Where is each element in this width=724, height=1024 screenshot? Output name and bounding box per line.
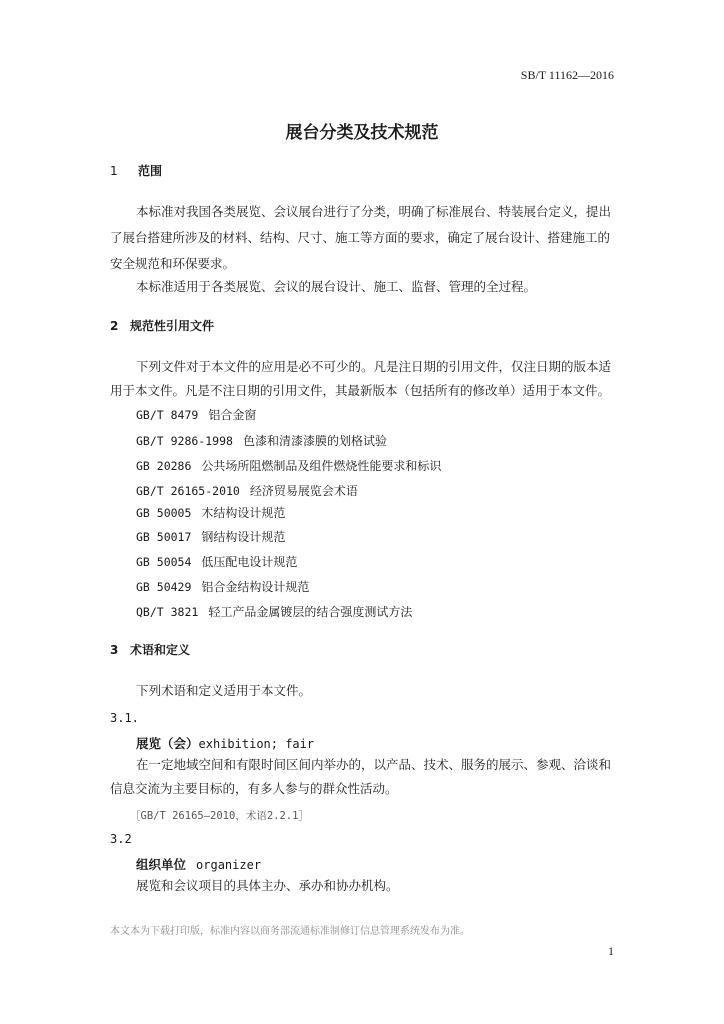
section-2-heading [110, 317, 214, 334]
section-number: 1 [110, 164, 118, 178]
reference-item: GB/T 26165-2010 经济贸易展览会术语 [136, 484, 358, 498]
reference-item: GB/T 8479 铝合金窗 [136, 408, 257, 422]
term-number: 3.1. [110, 711, 139, 725]
paragraph-line: 了展台搭建所涉及的材料、结构、尺寸、施工等方面的要求，确定了展台设计、搭建施工的 [110, 230, 611, 245]
reference-item: GB 50017 钢结构设计规范 [136, 530, 286, 544]
term-chinese: 展览（会） [136, 736, 199, 751]
reference-item: GB 50429 铝合金结构设计规范 [136, 580, 310, 594]
definition-line: 信息交流为主要目标的，有多人参与的群众性活动。 [110, 781, 398, 796]
footer-note: 本文本为下载打印版，标准内容以商务部流通标准制修订信息管理系统发布为准。 [110, 926, 470, 937]
standard-code: SB/T 11162—2016 [520, 68, 614, 82]
page-number: 1 [608, 944, 614, 958]
section-title: 范围 [138, 164, 163, 178]
page-title: 展台分类及技术规范 [285, 123, 439, 143]
term-english: organizer [196, 858, 262, 872]
paragraph-line: 下列术语和定义适用于本文件。 [136, 683, 312, 698]
reference-item: QB/T 3821 轻工产品金属镀层的结合强度测试方法 [136, 605, 413, 619]
term-chinese: 组织单位 [136, 857, 187, 872]
section-number: 3 [110, 643, 119, 657]
term-source: ［GB/T 26165—2010，术语2.2.1］ [130, 810, 309, 822]
term-heading [136, 855, 261, 873]
section-number: 2 [110, 319, 119, 333]
paragraph-line: 本标准对我国各类展览、会议展台进行了分类，明确了标准展台、特装展台定义，提出 [136, 204, 612, 219]
definition-line: 在一定地域空间和有限时间区间内举办的，以产品、技术、服务的展示、参观、洽谈和 [136, 757, 612, 772]
reference-item: GB 50054 低压配电设计规范 [136, 555, 298, 569]
reference-item: GB 50005 木结构设计规范 [136, 506, 286, 520]
term-english: exhibition; fair [198, 737, 315, 751]
definition-line: 展览和会议项目的具体主办、承办和协办机构。 [136, 878, 399, 893]
section-title: 术语和定义 [130, 643, 191, 657]
paragraph-line: 用于本文件。凡是不注日期的引用文件，其最新版本（包括所有的修改单）适用于本文件。 [110, 383, 611, 398]
term-heading [136, 734, 314, 752]
term-number: 3.2 [110, 832, 132, 846]
paragraph-line: 安全规范和环保要求。 [110, 256, 236, 271]
reference-item: GB 20286 公共场所阻燃制品及组件燃烧性能要求和标识 [136, 459, 442, 473]
paragraph-line: 下列文件对于本文件的应用是必不可少的。凡是注日期的引用文件，仅注日期的版本适 [136, 359, 612, 374]
section-title: 规范性引用文件 [130, 319, 215, 333]
section-1-heading [110, 162, 162, 179]
reference-item: GB/T 9286-1998 色漆和清漆漆膜的划格试验 [136, 434, 387, 448]
paragraph-line: 本标准适用于各类展览、会议的展台设计、施工、监督、管理的全过程。 [136, 279, 537, 294]
section-3-heading [110, 641, 190, 658]
